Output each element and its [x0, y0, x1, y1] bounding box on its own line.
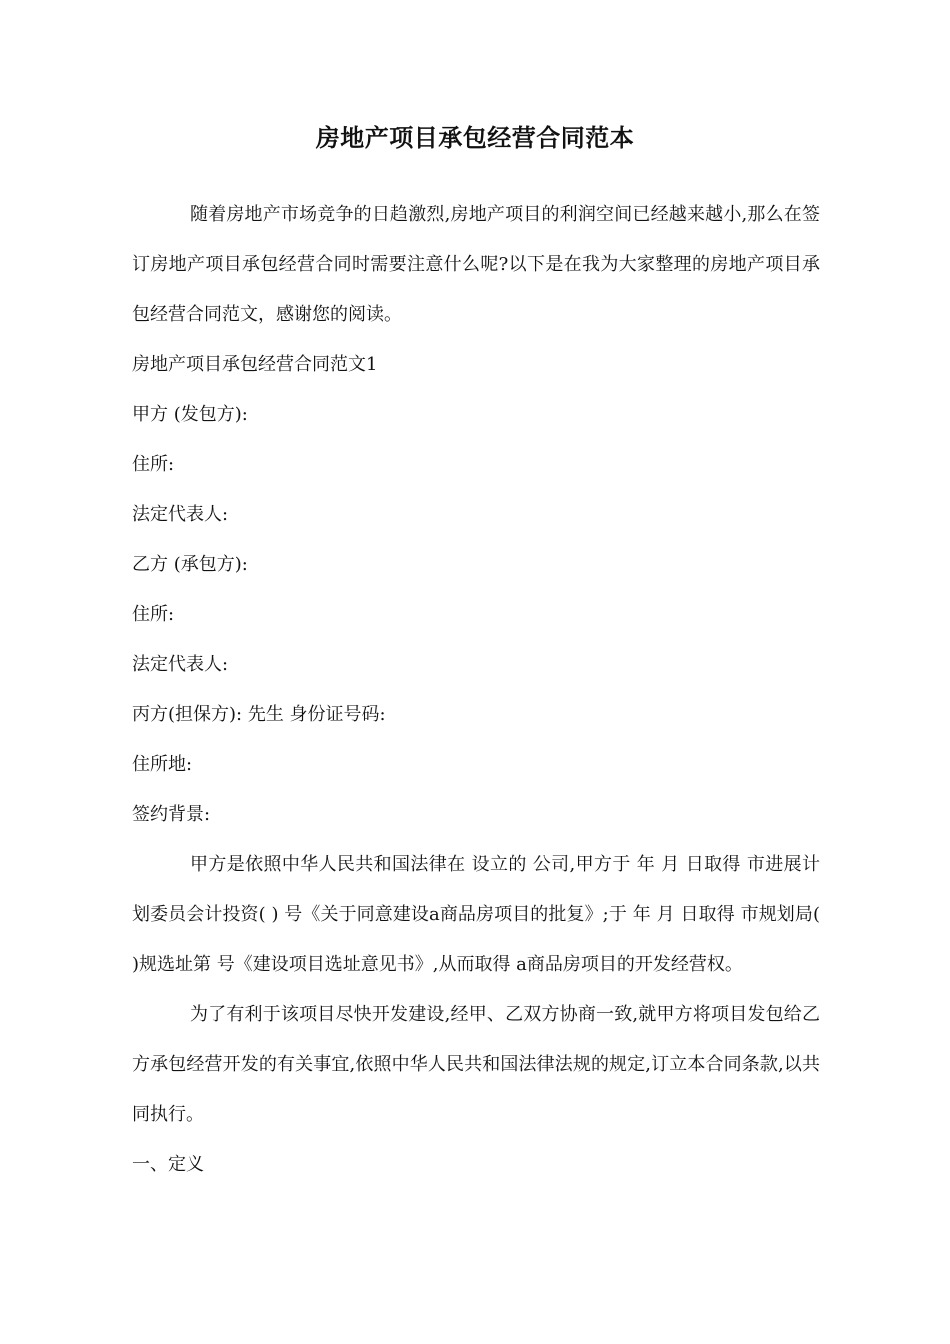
party-line-party-a-representative: 法定代表人: — [132, 504, 229, 525]
section-heading: 房地产项目承包经营合同范文1 — [132, 354, 378, 375]
clause-heading-definitions: 一、定义 — [132, 1154, 204, 1175]
purpose-paragraph: 为了有利于该项目尽快开发建设,经甲、乙双方协商一致,就甲方将项目发包给乙方承包经营开发的有关事宜,依照中华人民共和国法律法规的规定,订立本合同条款,以共同执行。 — [132, 1004, 820, 1125]
party-line-party-b-representative: 法定代表人: — [132, 654, 229, 675]
party-line-party-c-address: 住所地: — [132, 754, 193, 775]
party-line-party-a-address: 住所: — [132, 454, 175, 475]
intro-paragraph: 随着房地产市场竞争的日趋激烈,房地产项目的利润空间已经越来越小,那么在签订房地产项目承包经营合同时需要注意什么呢?以下是在我为大家整理的房地产项目承包经营合同范文，感谢您的阅读。 — [132, 204, 820, 325]
party-line-party-b-address: 住所: — [132, 604, 175, 625]
signing-background-label: 签约背景: — [132, 804, 211, 825]
background-paragraph: 甲方是依照中华人民共和国法律在 设立的 公司,甲方于 年 月 日取得 市进展计划委员会计投资( ) 号《关于同意建设a商品房项目的批复》;于 年 月 日取得 市规划局( )规选址第 号《建设项目选址意见书》,从而取得 a商品房项目的开发经营权。 — [132, 854, 820, 975]
party-line-party-b: 乙方 (承包方): — [132, 554, 248, 575]
party-line-party-a: 甲方 (发包方): — [132, 404, 248, 425]
party-line-party-c: 丙方(担保方): 先生 身份证号码: — [132, 704, 386, 725]
document-body — [132, 190, 820, 1190]
document-title: 房地产项目承包经营合同范本 — [315, 124, 635, 152]
